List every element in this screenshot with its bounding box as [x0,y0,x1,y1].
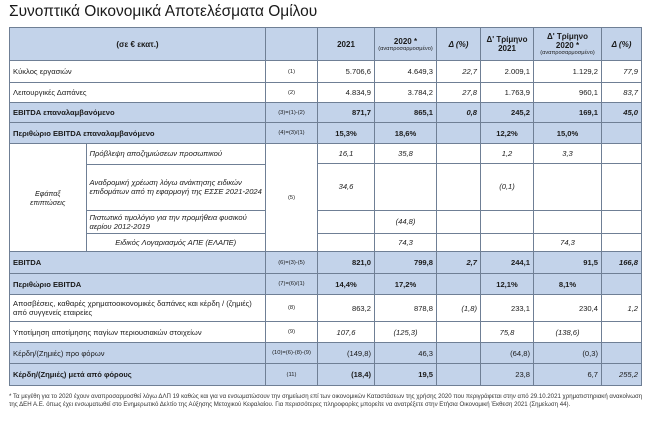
value-qdelta: 77,9 [602,61,642,83]
value-2021: 821,0 [318,252,375,274]
value-q4-2020: 230,4 [534,295,602,322]
value-q4-2021 [481,210,534,233]
row-label: EBITDA [10,252,266,274]
row-label: Υποτίμηση αποτίμησης παγίων περιουσιακών στοιχείων [10,322,266,343]
value-2021: (18,4) [318,364,375,386]
row-formula: (6)=(3)-(5) [266,252,318,274]
one-off-item-label: Πρόβλεψη αποζημιώσεων προσωπικού [86,144,265,164]
value-q4-2021: 244,1 [481,252,534,274]
value-q4-2021: 23,8 [481,364,534,386]
value-q4-2020: 960,1 [534,83,602,103]
value-q4-2020: 15,0% [534,123,602,144]
row-formula: (2) [266,83,318,103]
value-delta: (1,8) [437,295,481,322]
value-q4-2020: 1.129,2 [534,61,602,83]
value-2020: 35,8 [375,144,437,164]
value-q4-2020 [534,164,602,210]
value-delta: 2,7 [437,252,481,274]
value-delta [437,343,481,364]
value-2021 [318,210,375,233]
col-q4-2020-header: Δ' Τρίμηνο 2020 * (αναπροσαρμοσμένο) [534,28,602,61]
one-off-item-label: Αναδρομική χρέωση λόγω ανάκτησης ειδικών επιδομάτων από τη εφαρμογή της ΕΣΣΕ 2021-2024 [86,164,265,210]
value-q4-2021: 2.009,1 [481,61,534,83]
col-q4-2021-header: Δ' Τρίμηνο 2021 [481,28,534,61]
value-q4-2020: 3,3 [534,144,602,164]
value-q4-2020: 169,1 [534,103,602,123]
value-qdelta: 1,2 [602,295,642,322]
value-delta [437,364,481,386]
value-q4-2020: 6,7 [534,364,602,386]
col-2020-header: 2020 * (αναπροσαρμοσμένο) [375,28,437,61]
value-qdelta [602,233,642,251]
value-q4-2020: 91,5 [534,252,602,274]
formula-header [266,28,318,61]
value-2020: 3.784,2 [375,83,437,103]
footnote: * Τα μεγέθη για το 2020 έχουν αναπροσαρμοσθεί λόγω ΔΛΠ 19 καθώς και για να ενσωματώσουν την σημείωση επί των οικονομικών Καταστάσεων της χρήσης 2020 που περιγράφεται στην από 29.10.2021 χρηματιστηριακή ανακοίνωση της ΔΕΗ Α.Ε. όπως έχει ενσωματωθεί στο Ενημερωτικό Δελτίο της Αύξησης Μετοχικού Κεφαλαίου. Για περισσότερες πληροφορίες μπορείτε να ανατρέξετε στην Ετήσια Οικονομική Έκθεση 2021 (Σημείωση 44). [9,393,643,408]
value-q4-2020: 8,1% [534,274,602,295]
value-2021: 4.834,9 [318,83,375,103]
one-off-block [10,144,266,252]
value-2020: 878,8 [375,295,437,322]
row-formula: (7)=(6)/(1) [266,274,318,295]
value-2020: 46,3 [375,343,437,364]
row-formula: (9) [266,322,318,343]
value-q4-2021: (0,1) [481,164,534,210]
value-delta [437,233,481,251]
value-q4-2020: (0,3) [534,343,602,364]
value-qdelta: 166,8 [602,252,642,274]
table-row [10,103,642,123]
value-q4-2021 [481,233,534,251]
col-qdelta-header: Δ (%) [602,28,642,61]
row-formula: (5) [266,144,318,252]
row-label: Λειτουργικές Δαπάνες [10,83,266,103]
value-2021: (149,8) [318,343,375,364]
row-formula: (1) [266,61,318,83]
value-2021: 863,2 [318,295,375,322]
value-delta [437,164,481,210]
value-2020: 865,1 [375,103,437,123]
value-2021: 15,3% [318,123,375,144]
value-qdelta: 83,7 [602,83,642,103]
value-2021: 34,6 [318,164,375,210]
financial-results-table [9,27,642,386]
row-label: Κέρδη/(Ζημιές) προ φόρων [10,343,266,364]
value-qdelta [602,144,642,164]
row-label: EBITDA επαναλαμβανόμενο [10,103,266,123]
value-q4-2020: 74,3 [534,233,602,251]
table-row [10,123,642,144]
value-delta [437,144,481,164]
table-row [10,274,642,295]
table-row [10,61,642,83]
value-2020: 74,3 [375,233,437,251]
value-q4-2021: 12,2% [481,123,534,144]
table-row [10,295,642,322]
table-row [10,343,642,364]
value-delta [437,274,481,295]
one-off-inner [10,144,265,251]
value-q4-2020: (138,6) [534,322,602,343]
value-q4-2021: 245,2 [481,103,534,123]
value-delta [437,123,481,144]
value-2020: 19,5 [375,364,437,386]
value-q4-2021: 1,2 [481,144,534,164]
value-2020: 4.649,3 [375,61,437,83]
value-q4-2021: (64,8) [481,343,534,364]
row-label: Κέρδη/(Ζημιές) μετά από φόρους [10,364,266,386]
row-formula: (8) [266,295,318,322]
one-off-item-label: Πιστωτικό τιμολόγιο για την προμήθεια φυσικού αερίου 2012-2019 [86,210,265,233]
one-off-item-label: Ειδικός Λογαριασμός ΑΠΕ (ΕΛΑΠΕ) [115,237,237,247]
value-q4-2021: 12,1% [481,274,534,295]
value-2021: 5.706,6 [318,61,375,83]
value-delta: 22,7 [437,61,481,83]
value-qdelta: 45,0 [602,103,642,123]
row-formula: (10)=(6)-(8)-(9) [266,343,318,364]
value-qdelta [602,123,642,144]
table-row [10,252,642,274]
value-2021: 107,6 [318,322,375,343]
value-2020: 18,6% [375,123,437,144]
value-2020: (44,8) [375,210,437,233]
col-2021-header: 2021 [318,28,375,61]
row-label: Κύκλος εργασιών [10,61,266,83]
value-delta: 0,8 [437,103,481,123]
value-qdelta [602,274,642,295]
value-2021 [318,233,375,251]
value-qdelta [602,210,642,233]
value-qdelta [602,322,642,343]
value-delta: 27,8 [437,83,481,103]
table-row [10,322,642,343]
value-q4-2020 [534,210,602,233]
value-2020: 17,2% [375,274,437,295]
page-title: Συνοπτικά Οικονομικά Αποτελέσματα Ομίλου [9,3,318,20]
row-label: Περιθώριο EBITDA [10,274,266,295]
row-formula: (3)=(1)-(2) [266,103,318,123]
value-delta [437,322,481,343]
value-2021: 16,1 [318,144,375,164]
value-q4-2021: 233,1 [481,295,534,322]
table-row [10,364,642,386]
value-q4-2021: 1.763,9 [481,83,534,103]
value-q4-2021: 75,8 [481,322,534,343]
row-label: Περιθώριο EBITDA επαναλαμβανόμενο [10,123,266,144]
table-header-row [10,28,642,61]
col-delta-header: Δ (%) [437,28,481,61]
value-qdelta [602,164,642,210]
value-2020: 799,8 [375,252,437,274]
value-2021: 871,7 [318,103,375,123]
value-2020: (125,3) [375,322,437,343]
value-delta [437,210,481,233]
table-row [10,83,642,103]
value-2020 [375,164,437,210]
value-qdelta [602,343,642,364]
units-header: (σε € εκατ.) [10,28,266,61]
one-off-label: Εφάπαξ επιπτώσεις [10,144,86,251]
table-row [10,144,642,164]
row-formula: (4)=(3)/(1) [266,123,318,144]
value-qdelta: 255,2 [602,364,642,386]
row-formula: (11) [266,364,318,386]
value-2021: 14,4% [318,274,375,295]
row-label: Αποσβέσεις, καθαρές χρηματοοικονομικές δαπάνες και κέρδη / (ζημιές) από συγγενείς εταιρείες [10,295,266,322]
